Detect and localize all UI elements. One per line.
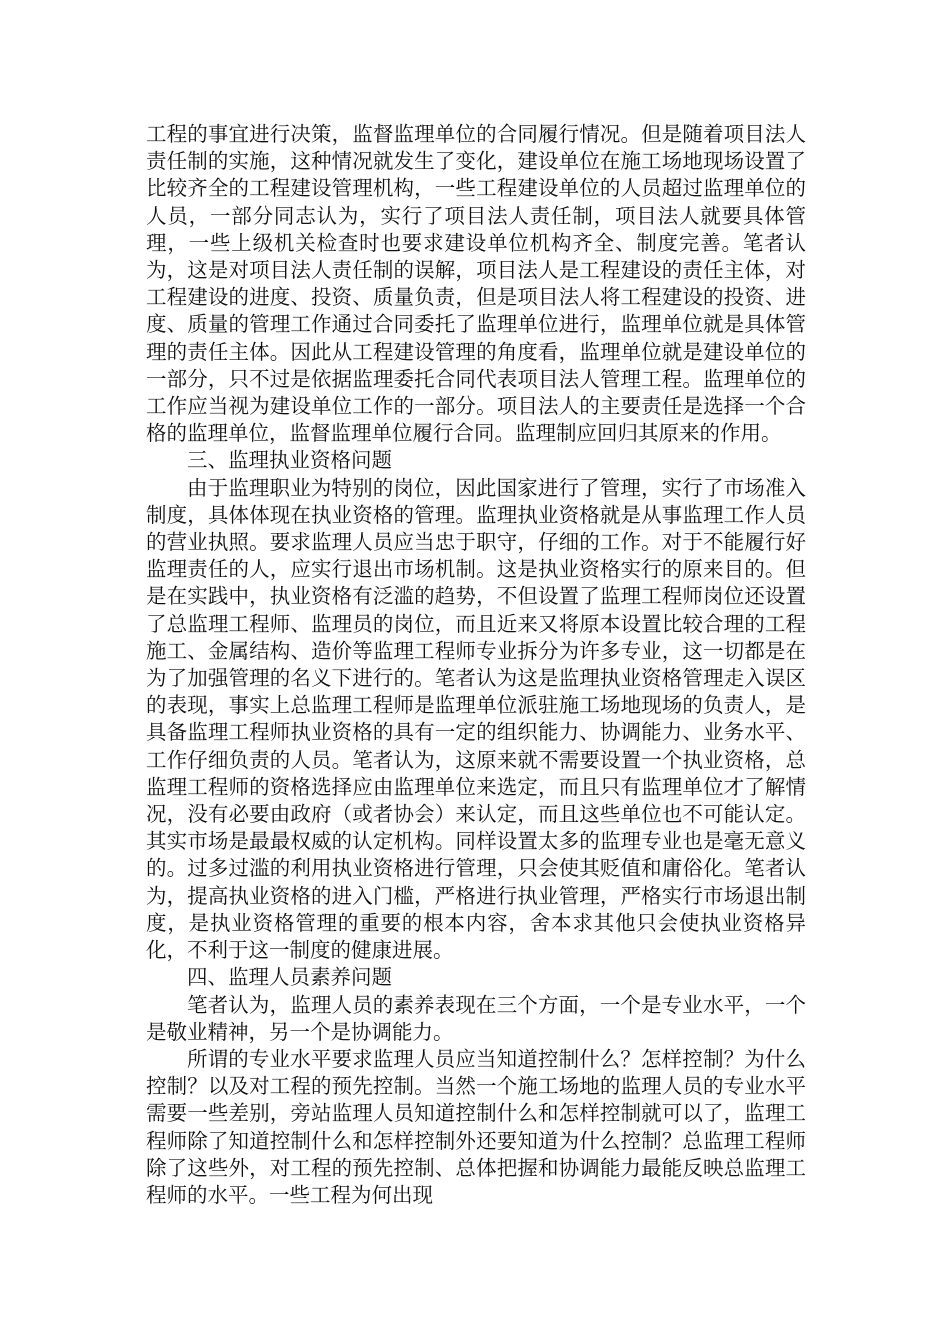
- document-page: [146, 121, 806, 1209]
- section-heading-4: 四、监理人员素养问题: [187, 965, 392, 990]
- paragraph-quality-intro: 笔者认为，监理人员的素养表现在三个方面，一个是专业水平，一个是敬业精神，另一个是协调能力。: [146, 992, 806, 1044]
- paragraph-professional-level: 所谓的专业水平要求监理人员应当知道控制什么？怎样控制？为什么控制？以及对工程的预先控制。当然一个施工场地的监理人员的专业水平需要一些差别，旁站监理人员知道控制什么和怎样控制就可以了，监理工程师除了知道控制什么和怎样控制外还要知道为什么控制？总监理工程师除了这些外，对工程的预先控制、总体把握和协调能力最能反映总监理工程师的水平。一些工程为何出现: [146, 1046, 806, 1207]
- paragraph-continued: 工程的事宜进行决策，监督监理单位的合同履行情况。但是随着项目法人责任制的实施，这种情况就发生了变化，建设单位在施工场地现场设置了比较齐全的工程建设管理机构，一些工程建设单位的人员超过监理单位的人员，一部分同志认为，实行了项目法人责任制，项目法人就要具体管理，一些上级机关检查时也要求建设单位机构齐全、制度完善。笔者认为，这是对项目法人责任制的误解，项目法人是工程建设的责任主体，对工程建设的进度、投资、质量负责，但是项目法人将工程建设的投资、进度、质量的管理工作通过合同委托了监理单位进行，监理单位就是具体管理的责任主体。因此从工程建设管理的角度看，监理单位就是建设单位的一部分，只不过是依据监理委托合同代表项目法人管理工程。监理单位的工作应当视为建设单位工作的一部分。项目法人的主要责任是选择一个合格的监理单位，监督监理单位履行合同。监理制应回归其原来的作用。: [146, 122, 806, 446]
- section-heading-3: 三、监理执业资格问题: [187, 448, 392, 473]
- paragraph-qualification: 由于监理职业为特别的岗位，因此国家进行了管理，实行了市场准入制度，具体体现在执业资格的管理。监理执业资格就是从事监理工作人员的营业执照。要求监理人员应当忠于职守，仔细的工作。对于不能履行好监理责任的人，应实行退出市场机制。这是执业资格实行的原来目的。但是在实践中，执业资格有泛滥的趋势，不但设置了监理工程师岗位还设置了总监理工程师、监理员的岗位，而且近来又将原本设置比较合理的工程施工、金属结构、造价等监理工程师专业拆分为许多专业，这一切都是在为了加强管理的名义下进行的。笔者认为这是监理执业资格管理走入误区的表现，事实上总监理工程师是监理单位派驻施工场地现场的负责人，是具备监理工程师执业资格的具有一定的组织能力、协调能力、业务水平、工作仔细负责的人员。笔者认为，这原来就不需要设置一个执业资格，总监理工程师的资格选择应由监理单位来选定，而且只有监理单位才了解情况，没有必要由政府（或者协会）来认定，而且这些单位也不可能认定。其实市场是最最权威的认定机构。同样设置太多的监理专业也是毫无意义的。过多过滥的利用执业资格进行管理，只会使其贬值和庸俗化。笔者认为，提高执业资格的进入门槛，严格进行执业管理，严格实行市场退出制度，是执业资格管理的重要的根本内容，舍本求其他只会使执业资格异化，不利于这一制度的健康进展。: [146, 475, 806, 963]
